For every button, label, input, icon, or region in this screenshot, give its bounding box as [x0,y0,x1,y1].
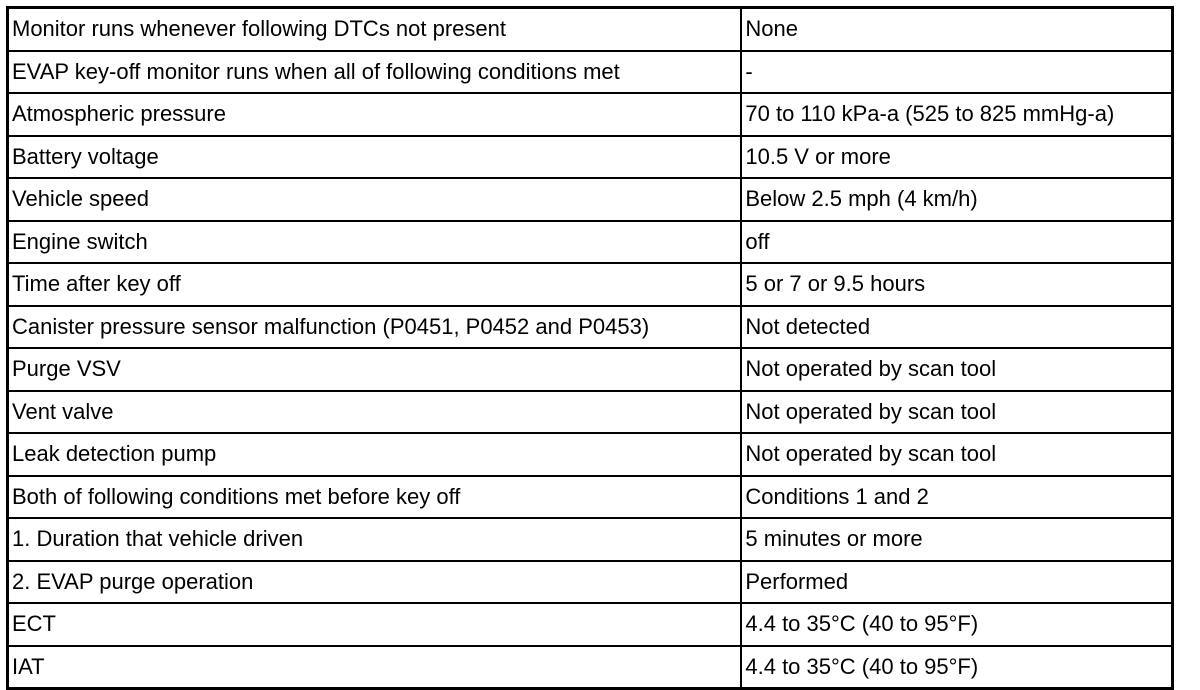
condition-value-cell: Conditions 1 and 2 [741,476,1172,519]
table-row [8,263,1173,306]
condition-value-cell: None [741,8,1172,51]
condition-label-cell: Vehicle speed [8,178,742,221]
condition-label-cell: Leak detection pump [8,433,742,476]
condition-value-cell: 70 to 110 kPa-a (525 to 825 mmHg-a) [741,93,1172,136]
condition-value-cell: 5 minutes or more [741,518,1172,561]
condition-value-cell: Performed [741,561,1172,604]
condition-value-cell: 4.4 to 35°C (40 to 95°F) [741,646,1172,689]
condition-value-cell: Not detected [741,306,1172,349]
table-row [8,646,1173,689]
condition-label-cell: Atmospheric pressure [8,93,742,136]
condition-value-cell: Not operated by scan tool [741,391,1172,434]
condition-value-cell: Not operated by scan tool [741,348,1172,391]
condition-value-cell: 5 or 7 or 9.5 hours [741,263,1172,306]
condition-value-cell: Below 2.5 mph (4 km/h) [741,178,1172,221]
table-row [8,178,1173,221]
table-row [8,391,1173,434]
condition-label-cell: Purge VSV [8,348,742,391]
condition-label-cell: ECT [8,603,742,646]
table-row [8,8,1173,51]
table-row [8,221,1173,264]
table-row [8,136,1173,179]
condition-value-cell: 4.4 to 35°C (40 to 95°F) [741,603,1172,646]
condition-label-cell: Engine switch [8,221,742,264]
condition-label-cell: 1. Duration that vehicle driven [8,518,742,561]
condition-label-cell: IAT [8,646,742,689]
condition-label-cell: Monitor runs whenever following DTCs not present [8,8,742,51]
table-row [8,306,1173,349]
table-row [8,476,1173,519]
condition-value-cell: Not operated by scan tool [741,433,1172,476]
condition-label-cell: Both of following conditions met before key off [8,476,742,519]
table-row [8,561,1173,604]
condition-label-cell: Time after key off [8,263,742,306]
table-row [8,603,1173,646]
table-row [8,433,1173,476]
condition-label-cell: EVAP key-off monitor runs when all of following conditions met [8,51,742,94]
condition-label-cell: Battery voltage [8,136,742,179]
table-row [8,518,1173,561]
condition-label-cell: 2. EVAP purge operation [8,561,742,604]
condition-value-cell: - [741,51,1172,94]
condition-label-cell: Canister pressure sensor malfunction (P0451, P0452 and P0453) [8,306,742,349]
condition-value-cell: off [741,221,1172,264]
table-row [8,348,1173,391]
table-row [8,93,1173,136]
table-row [8,51,1173,94]
conditions-table [6,6,1174,690]
condition-label-cell: Vent valve [8,391,742,434]
condition-value-cell: 10.5 V or more [741,136,1172,179]
conditions-table-body [8,8,1173,689]
